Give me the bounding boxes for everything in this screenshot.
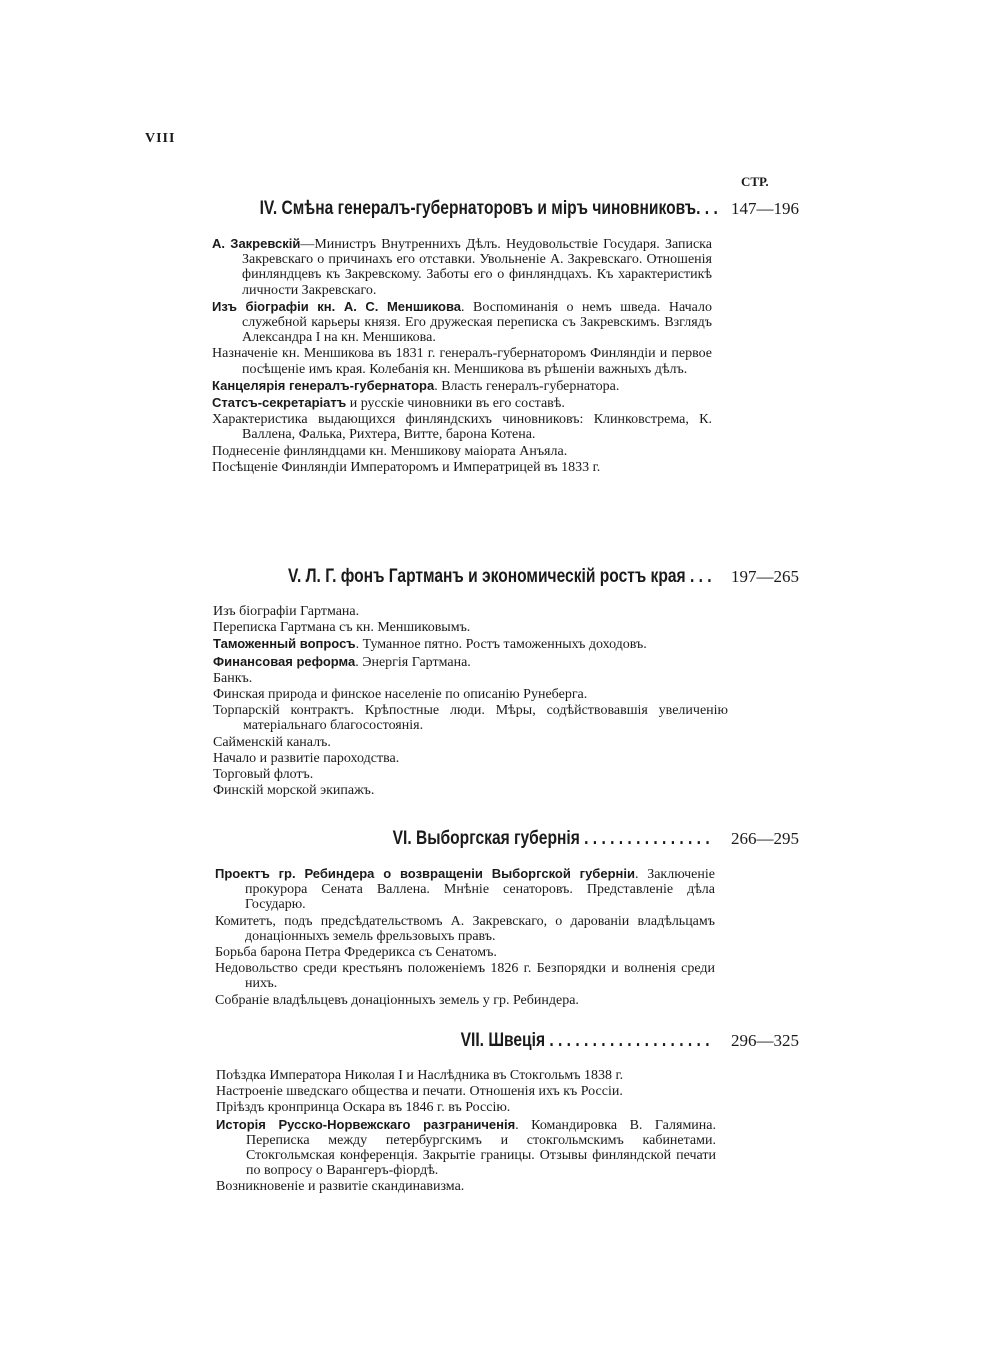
toc-entry (213, 654, 728, 670)
toc-entry (213, 604, 728, 619)
entry-text: Сайменскій каналъ. (213, 734, 331, 750)
entry-text: Финскій морской экипажъ. (213, 783, 375, 799)
entry-text: . Энергія Гартмана. (355, 654, 471, 670)
entry-text: Торговый флотъ. (213, 767, 314, 783)
entry-text: . Туманное пятно. Ростъ таможенныхъ доходовъ. (355, 637, 647, 653)
chapter-pages: 296—325 (731, 1031, 799, 1050)
toc-entry (216, 1068, 716, 1083)
entry-text: Поднесеніе финляндцами кн. Меншикову маіората Анъяла. (212, 443, 568, 459)
entry-text: Назначеніе кн. Меншикова въ 1831 г. генералъ-губернаторомъ Финляндіи и первое посѣщеніе имъ края. Колебанія кн. Меншикова въ рѣшеніи важныхъ дѣлъ. (212, 346, 712, 377)
entry-text: . Командировка В. Галямина. Переписка между петербургскимъ и стокгольмскимъ кабинетами. Стокгольмская конференція. Закрытіе границы. Отзывы финляндской печати по вопросу о Варангеръ-фіордѣ. (246, 1117, 716, 1179)
chapter-entries (215, 866, 715, 1008)
chapter-entries (212, 236, 712, 475)
entry-text: Собраніе владѣльцевъ донаціонныхъ земель у гр. Ребиндера. (215, 992, 579, 1008)
chapter-heading (0, 198, 1000, 228)
entry-head: Проектъ гр. Ребиндера о возвращеніи Выборгской губерніи (215, 866, 635, 881)
entry-head: Таможенный вопросъ (213, 636, 356, 652)
chapter-section (0, 566, 1000, 799)
toc-entry (216, 1179, 716, 1194)
entry-text: и русскіе чиновники въ его составѣ. (346, 396, 565, 412)
entry-text: Начало и развитіе пароходства. (213, 750, 400, 766)
entry-text: Посѣщеніе Финляндіи Императоромъ и Императрицей въ 1833 г. (212, 459, 601, 475)
toc-entry (213, 687, 728, 702)
toc-entry (213, 620, 728, 635)
toc-entry (215, 866, 715, 913)
chapter-section (0, 828, 1000, 1009)
entry-text: Настроеніе шведскаго общества и печати. Отношенія ихъ къ Россіи. (216, 1084, 623, 1100)
toc-entry (212, 460, 712, 475)
entry-text: Комитетъ, подъ предсѣдательствомъ А. Закревскаго, о дарованіи владѣльцамъ донаціонныхъ земель фрельзовыхъ правъ. (215, 913, 715, 944)
toc-entry (212, 444, 712, 459)
toc-entry (216, 1117, 716, 1179)
toc-entry (212, 378, 712, 394)
entry-text: Борьба барона Петра Фредерикса съ Сенатомъ. (215, 945, 497, 961)
entry-text: Пріѣздъ кронпринца Оскара въ 1846 г. въ Россію. (216, 1100, 511, 1116)
toc-entry (213, 636, 728, 652)
toc-entry (212, 346, 712, 376)
entry-head: Исторія Русско-Норвежскаго разграниченія (216, 1116, 516, 1132)
entry-text: Поѣздка Императора Николая I и Наслѣдника въ Стокгольмъ 1838 г. (216, 1068, 624, 1083)
entry-text: Характеристика выдающихся финляндскихъ чиновниковъ: Клинковстрема, К. Валлена, Фалька, Рихтера, Витте, барона Котена. (212, 412, 712, 443)
toc-entry (216, 1084, 716, 1099)
chapter-entries (216, 1068, 716, 1195)
entry-text: . Заключеніе прокурора Сената Валлена. Мнѣніе сенаторовъ. Представленіе дѣла Государю. (245, 867, 715, 913)
toc-entry (215, 961, 715, 991)
chapter-pages: 266—295 (731, 829, 799, 848)
chapter-section (0, 198, 1000, 476)
chapter-title: V. Л. Г. фонъ Гартманъ и экономическій ростъ края . . . (288, 566, 712, 587)
toc-entry (215, 914, 715, 944)
pages-column-label: СТР. (741, 174, 769, 189)
chapter-pages: 197—265 (731, 567, 799, 586)
chapter-title: VII. Швеція . . . . . . . . . . . . . . . . . . . (461, 1030, 710, 1051)
chapter-heading (0, 566, 1000, 596)
chapter-entries (213, 604, 728, 798)
entry-text: Банкъ. (213, 670, 253, 686)
chapter-section (0, 1030, 1000, 1196)
entry-head: Изъ біографіи кн. А. С. Меншикова (212, 298, 462, 314)
entry-head: Канцелярія генералъ-губернатора (212, 377, 435, 393)
toc-entry (213, 735, 728, 750)
toc-entry (213, 783, 728, 798)
toc-entry (213, 767, 728, 782)
page-number: VIII (145, 131, 176, 146)
toc-entry (212, 236, 712, 298)
entry-head: Финансовая реформа (213, 653, 356, 669)
entry-text: Переписка Гартмана съ кн. Меншиковымъ. (213, 620, 471, 636)
chapter-title: IV. Смѣна генералъ-губернаторовъ и міръ чиновниковъ. . . (259, 198, 718, 219)
entry-text: . Воспоминанія о немъ шведа. Начало служебной карьеры князя. Его дружеская переписка съ Закревскимъ. Взглядъ Александра І на кн. Меншикова. (242, 299, 712, 346)
entry-text: Финская природа и финское населеніе по описанію Рунеберга. (213, 687, 588, 703)
entry-head: А. Закревскій (212, 236, 301, 251)
toc-entry (216, 1100, 716, 1115)
chapter-heading (0, 828, 1000, 858)
toc-entry (213, 703, 728, 733)
toc-entry (212, 412, 712, 442)
toc-entry (215, 945, 715, 960)
entry-text: Изъ біографіи Гартмана. (213, 604, 360, 619)
chapter-pages: 147—196 (731, 199, 799, 218)
entry-text: —Министръ Внутреннихъ Дѣлъ. Неудовольствіе Государя. Записка Закревскаго о причинахъ его отставки. Увольненіе А. Закревскаго. Отношенія финляндцевъ къ Закревскому. Заботы его о финляндцахъ. Къ характеристикѣ личности Закревскаго. (242, 237, 712, 298)
toc-entry (215, 993, 715, 1008)
entry-head: Статсъ-секретаріатъ (212, 395, 347, 411)
toc-entry (212, 395, 712, 411)
toc-entry (212, 299, 712, 346)
entry-text: Недовольство среди крестьянъ положеніемъ 1826 г. Безпорядки и волненія среди нихъ. (215, 961, 715, 992)
entry-text: Возникновеніе и развитіе скандинавизма. (216, 1179, 465, 1195)
entry-text: Торпарскій контрактъ. Крѣпостные люди. Мѣры, содѣйствовавшія увеличенію матеріальнаго благосостоянія. (213, 703, 728, 734)
chapter-title: VI. Выборгская губернія . . . . . . . . . . . . . . . (392, 828, 710, 849)
toc-entry (213, 751, 728, 766)
entry-text: . Власть генералъ-губернатора. (434, 378, 620, 394)
toc-entry (213, 671, 728, 686)
chapter-heading (0, 1030, 1000, 1060)
